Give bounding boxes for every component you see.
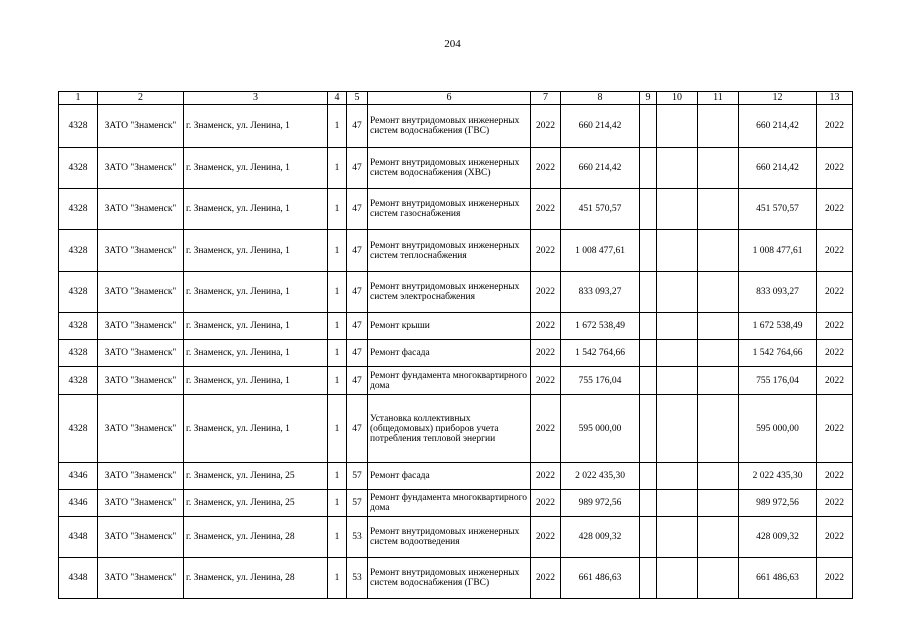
cell-amount: 755 176,04 — [561, 367, 640, 395]
cell-col-10 — [657, 313, 698, 340]
cell-col-9 — [640, 463, 657, 490]
cell-col-11 — [698, 517, 739, 558]
cell-completion-year: 2022 — [817, 230, 853, 272]
cell-col-5: 57 — [347, 490, 368, 517]
cell-col-9 — [640, 105, 657, 148]
cell-col-5: 47 — [347, 395, 368, 463]
cell-col-5: 53 — [347, 558, 368, 599]
cell-col-4: 1 — [328, 189, 347, 230]
cell-completion-year: 2022 — [817, 463, 853, 490]
cell-year: 2022 — [531, 367, 561, 395]
column-header-7: 7 — [531, 92, 561, 105]
cell-municipality: ЗАТО "Знаменск" — [98, 272, 184, 313]
cell-year: 2022 — [531, 395, 561, 463]
cell-col-9 — [640, 395, 657, 463]
cell-col-5: 47 — [347, 189, 368, 230]
cell-col-5: 47 — [347, 313, 368, 340]
cell-col-4: 1 — [328, 367, 347, 395]
cell-amount-total: 595 000,00 — [739, 395, 817, 463]
cell-work-type: Ремонт фундамента многоквартирного дома — [368, 367, 531, 395]
table-row — [59, 230, 853, 272]
cell-address: г. Знаменск, ул. Ленина, 25 — [184, 463, 328, 490]
cell-object-id: 4328 — [59, 395, 98, 463]
cell-col-4: 1 — [328, 463, 347, 490]
cell-col-4: 1 — [328, 230, 347, 272]
cell-col-5: 47 — [347, 272, 368, 313]
page-number: 204 — [444, 38, 461, 50]
cell-municipality: ЗАТО "Знаменск" — [98, 189, 184, 230]
cell-amount-total: 1 008 477,61 — [739, 230, 817, 272]
cell-address: г. Знаменск, ул. Ленина, 1 — [184, 148, 328, 189]
column-header-3: 3 — [184, 92, 328, 105]
cell-col-11 — [698, 340, 739, 367]
cell-col-9 — [640, 189, 657, 230]
cell-work-type: Ремонт внутридомовых инженерных систем водоотведения — [368, 517, 531, 558]
cell-object-id: 4328 — [59, 272, 98, 313]
cell-year: 2022 — [531, 340, 561, 367]
cell-col-9 — [640, 272, 657, 313]
capital-repair-table — [58, 91, 853, 599]
cell-col-4: 1 — [328, 272, 347, 313]
cell-year: 2022 — [531, 463, 561, 490]
cell-object-id: 4328 — [59, 313, 98, 340]
cell-object-id: 4328 — [59, 367, 98, 395]
cell-amount: 1 008 477,61 — [561, 230, 640, 272]
cell-amount: 989 972,56 — [561, 490, 640, 517]
column-header-5: 5 — [347, 92, 368, 105]
cell-col-9 — [640, 517, 657, 558]
cell-municipality: ЗАТО "Знаменск" — [98, 105, 184, 148]
cell-col-10 — [657, 463, 698, 490]
cell-amount: 451 570,57 — [561, 189, 640, 230]
cell-col-11 — [698, 367, 739, 395]
cell-amount: 428 009,32 — [561, 517, 640, 558]
cell-completion-year: 2022 — [817, 558, 853, 599]
column-header-2: 2 — [98, 92, 184, 105]
cell-year: 2022 — [531, 517, 561, 558]
cell-col-11 — [698, 490, 739, 517]
cell-address: г. Знаменск, ул. Ленина, 1 — [184, 230, 328, 272]
cell-object-id: 4328 — [59, 189, 98, 230]
column-header-4: 4 — [328, 92, 347, 105]
cell-col-5: 47 — [347, 148, 368, 189]
table-row — [59, 367, 853, 395]
cell-col-10 — [657, 367, 698, 395]
cell-address: г. Знаменск, ул. Ленина, 25 — [184, 490, 328, 517]
cell-completion-year: 2022 — [817, 272, 853, 313]
cell-amount-total: 755 176,04 — [739, 367, 817, 395]
cell-work-type: Ремонт крыши — [368, 313, 531, 340]
cell-completion-year: 2022 — [817, 189, 853, 230]
cell-amount: 1 672 538,49 — [561, 313, 640, 340]
cell-object-id: 4328 — [59, 148, 98, 189]
cell-amount-total: 2 022 435,30 — [739, 463, 817, 490]
cell-col-10 — [657, 395, 698, 463]
cell-municipality: ЗАТО "Знаменск" — [98, 230, 184, 272]
cell-col-10 — [657, 230, 698, 272]
cell-col-9 — [640, 313, 657, 340]
cell-completion-year: 2022 — [817, 490, 853, 517]
column-header-11: 11 — [698, 92, 739, 105]
cell-col-4: 1 — [328, 517, 347, 558]
cell-object-id: 4348 — [59, 558, 98, 599]
cell-col-5: 47 — [347, 340, 368, 367]
cell-col-5: 53 — [347, 517, 368, 558]
table-row — [59, 313, 853, 340]
cell-object-id: 4346 — [59, 463, 98, 490]
cell-completion-year: 2022 — [817, 517, 853, 558]
column-header-12: 12 — [739, 92, 817, 105]
cell-address: г. Знаменск, ул. Ленина, 1 — [184, 340, 328, 367]
cell-col-10 — [657, 272, 698, 313]
cell-col-10 — [657, 189, 698, 230]
cell-amount-total: 661 486,63 — [739, 558, 817, 599]
cell-year: 2022 — [531, 490, 561, 517]
cell-amount: 833 093,27 — [561, 272, 640, 313]
cell-completion-year: 2022 — [817, 105, 853, 148]
cell-work-type: Ремонт внутридомовых инженерных систем водоснабжения (ГВС) — [368, 105, 531, 148]
table-row — [59, 272, 853, 313]
cell-year: 2022 — [531, 148, 561, 189]
cell-amount-total: 989 972,56 — [739, 490, 817, 517]
cell-col-11 — [698, 395, 739, 463]
table-row — [59, 105, 853, 148]
cell-completion-year: 2022 — [817, 367, 853, 395]
cell-col-11 — [698, 230, 739, 272]
cell-amount: 595 000,00 — [561, 395, 640, 463]
cell-work-type: Ремонт фасада — [368, 463, 531, 490]
cell-col-9 — [640, 148, 657, 189]
cell-municipality: ЗАТО "Знаменск" — [98, 367, 184, 395]
cell-object-id: 4346 — [59, 490, 98, 517]
cell-year: 2022 — [531, 272, 561, 313]
cell-address: г. Знаменск, ул. Ленина, 28 — [184, 558, 328, 599]
table-row — [59, 340, 853, 367]
cell-amount-total: 660 214,42 — [739, 148, 817, 189]
cell-address: г. Знаменск, ул. Ленина, 1 — [184, 313, 328, 340]
cell-amount-total: 428 009,32 — [739, 517, 817, 558]
cell-col-11 — [698, 105, 739, 148]
cell-amount: 661 486,63 — [561, 558, 640, 599]
table-header-row — [59, 92, 853, 105]
cell-col-11 — [698, 558, 739, 599]
cell-address: г. Знаменск, ул. Ленина, 1 — [184, 395, 328, 463]
cell-work-type: Ремонт фундамента многоквартирного дома — [368, 490, 531, 517]
cell-year: 2022 — [531, 105, 561, 148]
cell-year: 2022 — [531, 558, 561, 599]
table-row — [59, 558, 853, 599]
cell-col-9 — [640, 558, 657, 599]
cell-work-type: Установка коллективных (общедомовых) приборов учета потребления тепловой энергии — [368, 395, 531, 463]
cell-col-10 — [657, 517, 698, 558]
cell-col-10 — [657, 490, 698, 517]
cell-col-5: 47 — [347, 230, 368, 272]
table-row — [59, 148, 853, 189]
cell-municipality: ЗАТО "Знаменск" — [98, 395, 184, 463]
cell-col-4: 1 — [328, 395, 347, 463]
cell-completion-year: 2022 — [817, 313, 853, 340]
cell-col-11 — [698, 189, 739, 230]
cell-year: 2022 — [531, 313, 561, 340]
cell-object-id: 4348 — [59, 517, 98, 558]
cell-col-11 — [698, 313, 739, 340]
cell-municipality: ЗАТО "Знаменск" — [98, 490, 184, 517]
cell-municipality: ЗАТО "Знаменск" — [98, 148, 184, 189]
cell-col-4: 1 — [328, 313, 347, 340]
cell-col-11 — [698, 272, 739, 313]
column-header-8: 8 — [561, 92, 640, 105]
table-row — [59, 517, 853, 558]
cell-municipality: ЗАТО "Знаменск" — [98, 313, 184, 340]
cell-amount: 1 542 764,66 — [561, 340, 640, 367]
cell-municipality: ЗАТО "Знаменск" — [98, 340, 184, 367]
cell-work-type: Ремонт фасада — [368, 340, 531, 367]
cell-col-10 — [657, 340, 698, 367]
cell-col-11 — [698, 148, 739, 189]
cell-completion-year: 2022 — [817, 340, 853, 367]
cell-col-9 — [640, 490, 657, 517]
cell-amount-total: 451 570,57 — [739, 189, 817, 230]
cell-col-5: 47 — [347, 105, 368, 148]
cell-address: г. Знаменск, ул. Ленина, 1 — [184, 367, 328, 395]
column-header-1: 1 — [59, 92, 98, 105]
column-header-9: 9 — [640, 92, 657, 105]
cell-col-4: 1 — [328, 490, 347, 517]
cell-work-type: Ремонт внутридомовых инженерных систем газоснабжения — [368, 189, 531, 230]
cell-object-id: 4328 — [59, 230, 98, 272]
cell-completion-year: 2022 — [817, 148, 853, 189]
cell-address: г. Знаменск, ул. Ленина, 1 — [184, 272, 328, 313]
cell-amount-total: 1 672 538,49 — [739, 313, 817, 340]
cell-work-type: Ремонт внутридомовых инженерных систем электроснабжения — [368, 272, 531, 313]
cell-amount-total: 1 542 764,66 — [739, 340, 817, 367]
cell-object-id: 4328 — [59, 340, 98, 367]
cell-work-type: Ремонт внутридомовых инженерных систем теплоснабжения — [368, 230, 531, 272]
column-header-10: 10 — [657, 92, 698, 105]
table-row — [59, 463, 853, 490]
cell-object-id: 4328 — [59, 105, 98, 148]
cell-col-4: 1 — [328, 340, 347, 367]
cell-col-4: 1 — [328, 558, 347, 599]
cell-col-10 — [657, 558, 698, 599]
cell-municipality: ЗАТО "Знаменск" — [98, 517, 184, 558]
cell-amount-total: 833 093,27 — [739, 272, 817, 313]
cell-col-10 — [657, 148, 698, 189]
cell-municipality: ЗАТО "Знаменск" — [98, 463, 184, 490]
table-row — [59, 189, 853, 230]
cell-col-4: 1 — [328, 105, 347, 148]
cell-amount: 660 214,42 — [561, 105, 640, 148]
cell-col-11 — [698, 463, 739, 490]
cell-col-10 — [657, 105, 698, 148]
cell-col-9 — [640, 230, 657, 272]
cell-completion-year: 2022 — [817, 395, 853, 463]
cell-year: 2022 — [531, 230, 561, 272]
cell-col-9 — [640, 367, 657, 395]
column-header-6: 6 — [368, 92, 531, 105]
cell-col-4: 1 — [328, 148, 347, 189]
cell-amount: 2 022 435,30 — [561, 463, 640, 490]
cell-address: г. Знаменск, ул. Ленина, 1 — [184, 105, 328, 148]
table-row — [59, 490, 853, 517]
cell-year: 2022 — [531, 189, 561, 230]
cell-work-type: Ремонт внутридомовых инженерных систем водоснабжения (ХВС) — [368, 148, 531, 189]
cell-col-5: 57 — [347, 463, 368, 490]
table-row — [59, 395, 853, 463]
cell-address: г. Знаменск, ул. Ленина, 28 — [184, 517, 328, 558]
cell-municipality: ЗАТО "Знаменск" — [98, 558, 184, 599]
cell-work-type: Ремонт внутридомовых инженерных систем водоснабжения (ГВС) — [368, 558, 531, 599]
cell-amount-total: 660 214,42 — [739, 105, 817, 148]
cell-address: г. Знаменск, ул. Ленина, 1 — [184, 189, 328, 230]
cell-col-5: 47 — [347, 367, 368, 395]
cell-col-9 — [640, 340, 657, 367]
column-header-13: 13 — [817, 92, 853, 105]
cell-amount: 660 214,42 — [561, 148, 640, 189]
